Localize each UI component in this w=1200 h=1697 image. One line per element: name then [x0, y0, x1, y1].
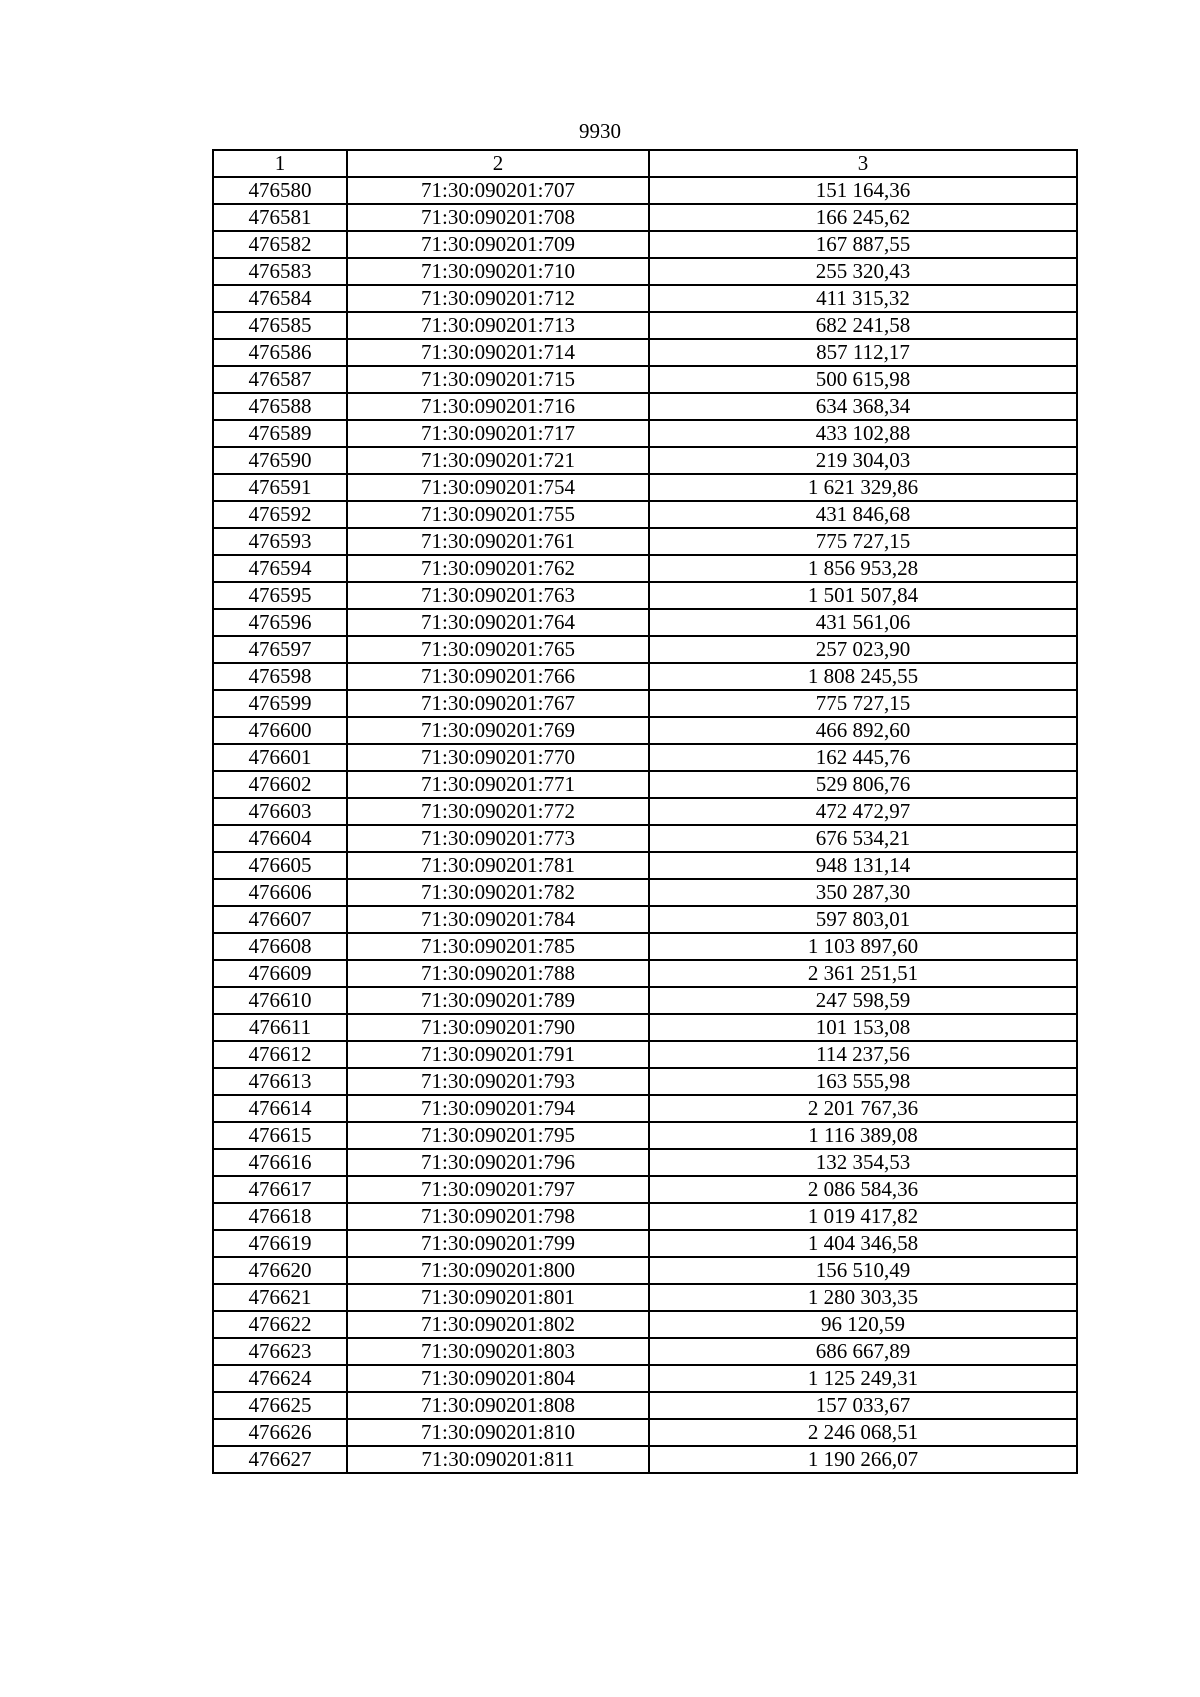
cadastral-number-cell: 71:30:090201:709	[347, 231, 649, 258]
row-number-cell: 476598	[213, 663, 347, 690]
cadastral-number-cell: 71:30:090201:808	[347, 1392, 649, 1419]
table-row	[213, 744, 1077, 771]
value-cell: 472 472,97	[649, 798, 1077, 825]
table-row	[213, 1041, 1077, 1068]
row-number-cell: 476621	[213, 1284, 347, 1311]
cadastral-number-cell: 71:30:090201:712	[347, 285, 649, 312]
cadastral-number-cell: 71:30:090201:804	[347, 1365, 649, 1392]
row-number-cell: 476595	[213, 582, 347, 609]
value-cell: 1 856 953,28	[649, 555, 1077, 582]
row-number-cell: 476585	[213, 312, 347, 339]
row-number-cell: 476584	[213, 285, 347, 312]
cadastral-number-cell: 71:30:090201:754	[347, 474, 649, 501]
value-cell: 411 315,32	[649, 285, 1077, 312]
row-number-cell: 476626	[213, 1419, 347, 1446]
cadastral-number-cell: 71:30:090201:764	[347, 609, 649, 636]
cadastral-number-cell: 71:30:090201:782	[347, 879, 649, 906]
value-cell: 2 246 068,51	[649, 1419, 1077, 1446]
value-cell: 686 667,89	[649, 1338, 1077, 1365]
table-row	[213, 528, 1077, 555]
value-cell: 101 153,08	[649, 1014, 1077, 1041]
row-number-cell: 476617	[213, 1176, 347, 1203]
row-number-cell: 476616	[213, 1149, 347, 1176]
table-row	[213, 987, 1077, 1014]
row-number-cell: 476597	[213, 636, 347, 663]
value-cell: 1 116 389,08	[649, 1122, 1077, 1149]
table-row	[213, 690, 1077, 717]
table-row	[213, 663, 1077, 690]
cadastral-number-cell: 71:30:090201:714	[347, 339, 649, 366]
cadastral-number-cell: 71:30:090201:767	[347, 690, 649, 717]
value-cell: 156 510,49	[649, 1257, 1077, 1284]
cadastral-number-cell: 71:30:090201:797	[347, 1176, 649, 1203]
registry-table	[212, 149, 1078, 1474]
value-cell: 255 320,43	[649, 258, 1077, 285]
row-number-cell: 476622	[213, 1311, 347, 1338]
value-cell: 163 555,98	[649, 1068, 1077, 1095]
value-cell: 857 112,17	[649, 339, 1077, 366]
cadastral-number-cell: 71:30:090201:765	[347, 636, 649, 663]
cadastral-number-cell: 71:30:090201:773	[347, 825, 649, 852]
row-number-cell: 476604	[213, 825, 347, 852]
value-cell: 466 892,60	[649, 717, 1077, 744]
cadastral-number-cell: 71:30:090201:710	[347, 258, 649, 285]
page-number: 9930	[579, 119, 621, 143]
value-cell: 682 241,58	[649, 312, 1077, 339]
row-number-cell: 476627	[213, 1446, 347, 1473]
value-cell: 1 019 417,82	[649, 1203, 1077, 1230]
table-row	[213, 1338, 1077, 1365]
cadastral-number-cell: 71:30:090201:781	[347, 852, 649, 879]
row-number-cell: 476592	[213, 501, 347, 528]
row-number-cell: 476613	[213, 1068, 347, 1095]
table-row	[213, 636, 1077, 663]
row-number-cell: 476620	[213, 1257, 347, 1284]
row-number-cell: 476601	[213, 744, 347, 771]
cadastral-number-cell: 71:30:090201:789	[347, 987, 649, 1014]
row-number-cell: 476599	[213, 690, 347, 717]
table-row	[213, 1446, 1077, 1473]
table-row	[213, 933, 1077, 960]
table-row	[213, 1230, 1077, 1257]
table-row	[213, 1392, 1077, 1419]
table-row	[213, 1203, 1077, 1230]
table-row	[213, 258, 1077, 285]
table-row	[213, 285, 1077, 312]
table-row	[213, 420, 1077, 447]
table-body	[213, 177, 1077, 1473]
table-row	[213, 474, 1077, 501]
row-number-cell: 476602	[213, 771, 347, 798]
value-cell: 167 887,55	[649, 231, 1077, 258]
table-row	[213, 960, 1077, 987]
table-row	[213, 1365, 1077, 1392]
row-number-cell: 476588	[213, 393, 347, 420]
value-cell: 1 621 329,86	[649, 474, 1077, 501]
table-header	[213, 150, 1077, 177]
table-row	[213, 447, 1077, 474]
table-row	[213, 609, 1077, 636]
row-number-cell: 476605	[213, 852, 347, 879]
row-number-cell: 476607	[213, 906, 347, 933]
value-cell: 1 190 266,07	[649, 1446, 1077, 1473]
value-cell: 1 103 897,60	[649, 933, 1077, 960]
row-number-cell: 476591	[213, 474, 347, 501]
row-number-cell: 476619	[213, 1230, 347, 1257]
value-cell: 634 368,34	[649, 393, 1077, 420]
cadastral-number-cell: 71:30:090201:716	[347, 393, 649, 420]
row-number-cell: 476614	[213, 1095, 347, 1122]
row-number-cell: 476594	[213, 555, 347, 582]
cadastral-number-cell: 71:30:090201:717	[347, 420, 649, 447]
row-number-cell: 476611	[213, 1014, 347, 1041]
cadastral-number-cell: 71:30:090201:790	[347, 1014, 649, 1041]
row-number-cell: 476609	[213, 960, 347, 987]
row-number-cell: 476600	[213, 717, 347, 744]
table-row	[213, 825, 1077, 852]
cadastral-number-cell: 71:30:090201:708	[347, 204, 649, 231]
value-cell: 350 287,30	[649, 879, 1077, 906]
value-cell: 431 561,06	[649, 609, 1077, 636]
value-cell: 132 354,53	[649, 1149, 1077, 1176]
cadastral-number-cell: 71:30:090201:755	[347, 501, 649, 528]
cadastral-number-cell: 71:30:090201:785	[347, 933, 649, 960]
column-header-2: 2	[347, 150, 649, 177]
row-number-cell: 476586	[213, 339, 347, 366]
column-header-3: 3	[649, 150, 1077, 177]
cadastral-number-cell: 71:30:090201:763	[347, 582, 649, 609]
table-row	[213, 1176, 1077, 1203]
value-cell: 247 598,59	[649, 987, 1077, 1014]
table-row	[213, 1311, 1077, 1338]
table-row	[213, 1095, 1077, 1122]
row-number-cell: 476615	[213, 1122, 347, 1149]
table-row	[213, 582, 1077, 609]
cadastral-number-cell: 71:30:090201:798	[347, 1203, 649, 1230]
table-row	[213, 1149, 1077, 1176]
value-cell: 775 727,15	[649, 528, 1077, 555]
table-row	[213, 1068, 1077, 1095]
cadastral-number-cell: 71:30:090201:784	[347, 906, 649, 933]
cadastral-number-cell: 71:30:090201:810	[347, 1419, 649, 1446]
row-number-cell: 476612	[213, 1041, 347, 1068]
value-cell: 431 846,68	[649, 501, 1077, 528]
cadastral-number-cell: 71:30:090201:769	[347, 717, 649, 744]
cadastral-number-cell: 71:30:090201:762	[347, 555, 649, 582]
cadastral-number-cell: 71:30:090201:803	[347, 1338, 649, 1365]
value-cell: 676 534,21	[649, 825, 1077, 852]
row-number-cell: 476596	[213, 609, 347, 636]
cadastral-number-cell: 71:30:090201:715	[347, 366, 649, 393]
cadastral-number-cell: 71:30:090201:766	[347, 663, 649, 690]
value-cell: 2 201 767,36	[649, 1095, 1077, 1122]
value-cell: 775 727,15	[649, 690, 1077, 717]
table-row	[213, 771, 1077, 798]
value-cell: 96 120,59	[649, 1311, 1077, 1338]
table-row	[213, 177, 1077, 204]
value-cell: 157 033,67	[649, 1392, 1077, 1419]
table-row	[213, 906, 1077, 933]
cadastral-number-cell: 71:30:090201:811	[347, 1446, 649, 1473]
row-number-cell: 476581	[213, 204, 347, 231]
value-cell: 433 102,88	[649, 420, 1077, 447]
value-cell: 1 404 346,58	[649, 1230, 1077, 1257]
table-row	[213, 501, 1077, 528]
row-number-cell: 476587	[213, 366, 347, 393]
row-number-cell: 476582	[213, 231, 347, 258]
value-cell: 114 237,56	[649, 1041, 1077, 1068]
value-cell: 151 164,36	[649, 177, 1077, 204]
cadastral-number-cell: 71:30:090201:772	[347, 798, 649, 825]
cadastral-number-cell: 71:30:090201:761	[347, 528, 649, 555]
table-row	[213, 204, 1077, 231]
row-number-cell: 476583	[213, 258, 347, 285]
table-row	[213, 1014, 1077, 1041]
table-row	[213, 1122, 1077, 1149]
row-number-cell: 476589	[213, 420, 347, 447]
cadastral-number-cell: 71:30:090201:794	[347, 1095, 649, 1122]
cadastral-number-cell: 71:30:090201:802	[347, 1311, 649, 1338]
value-cell: 166 245,62	[649, 204, 1077, 231]
table-row	[213, 852, 1077, 879]
value-cell: 257 023,90	[649, 636, 1077, 663]
header-row	[213, 150, 1077, 177]
table-row	[213, 312, 1077, 339]
table-row	[213, 879, 1077, 906]
table-row	[213, 1419, 1077, 1446]
value-cell: 597 803,01	[649, 906, 1077, 933]
table-row	[213, 339, 1077, 366]
table-row	[213, 393, 1077, 420]
value-cell: 948 131,14	[649, 852, 1077, 879]
table-row	[213, 1284, 1077, 1311]
cadastral-number-cell: 71:30:090201:796	[347, 1149, 649, 1176]
value-cell: 529 806,76	[649, 771, 1077, 798]
table-row	[213, 366, 1077, 393]
row-number-cell: 476603	[213, 798, 347, 825]
cadastral-number-cell: 71:30:090201:795	[347, 1122, 649, 1149]
row-number-cell: 476590	[213, 447, 347, 474]
cadastral-number-cell: 71:30:090201:788	[347, 960, 649, 987]
row-number-cell: 476625	[213, 1392, 347, 1419]
table-row	[213, 231, 1077, 258]
row-number-cell: 476580	[213, 177, 347, 204]
cadastral-number-cell: 71:30:090201:770	[347, 744, 649, 771]
cadastral-number-cell: 71:30:090201:799	[347, 1230, 649, 1257]
cadastral-number-cell: 71:30:090201:800	[347, 1257, 649, 1284]
value-cell: 2 361 251,51	[649, 960, 1077, 987]
cadastral-number-cell: 71:30:090201:713	[347, 312, 649, 339]
column-header-1: 1	[213, 150, 347, 177]
cadastral-number-cell: 71:30:090201:721	[347, 447, 649, 474]
value-cell: 500 615,98	[649, 366, 1077, 393]
row-number-cell: 476606	[213, 879, 347, 906]
table-row	[213, 717, 1077, 744]
cadastral-number-cell: 71:30:090201:771	[347, 771, 649, 798]
cadastral-number-cell: 71:30:090201:791	[347, 1041, 649, 1068]
row-number-cell: 476618	[213, 1203, 347, 1230]
row-number-cell: 476623	[213, 1338, 347, 1365]
value-cell: 162 445,76	[649, 744, 1077, 771]
table-row	[213, 555, 1077, 582]
cadastral-number-cell: 71:30:090201:801	[347, 1284, 649, 1311]
value-cell: 1 280 303,35	[649, 1284, 1077, 1311]
table-row	[213, 798, 1077, 825]
value-cell: 1 808 245,55	[649, 663, 1077, 690]
value-cell: 1 501 507,84	[649, 582, 1077, 609]
row-number-cell: 476624	[213, 1365, 347, 1392]
row-number-cell: 476610	[213, 987, 347, 1014]
value-cell: 1 125 249,31	[649, 1365, 1077, 1392]
table-row	[213, 1257, 1077, 1284]
cadastral-number-cell: 71:30:090201:793	[347, 1068, 649, 1095]
row-number-cell: 476593	[213, 528, 347, 555]
row-number-cell: 476608	[213, 933, 347, 960]
cadastral-number-cell: 71:30:090201:707	[347, 177, 649, 204]
value-cell: 2 086 584,36	[649, 1176, 1077, 1203]
value-cell: 219 304,03	[649, 447, 1077, 474]
